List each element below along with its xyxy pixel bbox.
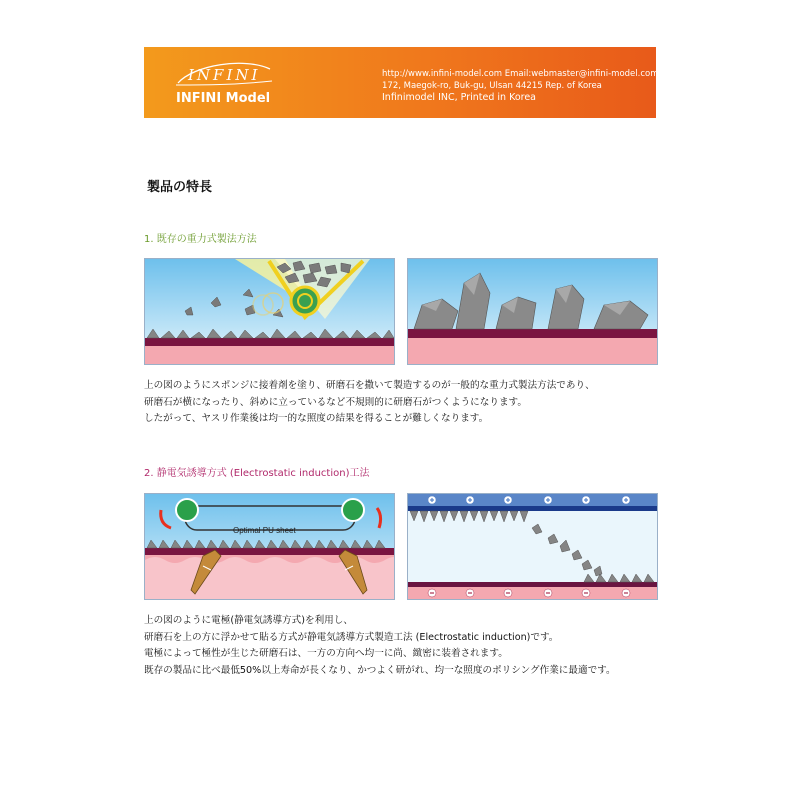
section2-text-line: 電極によって極性が生じた研磨石は、一方の方向へ均一に尚、緻密に装着されます。 [144, 648, 508, 659]
section1-text-line: 研磨石が横になったり、斜めに立っているなど不規則的に研磨石がつくようになります。 [144, 396, 527, 408]
gravity-result-illustration [407, 258, 658, 365]
logo-name: INFINI Model [176, 91, 271, 106]
section2-text-line: 上の図のように電極(静電気誘導方式)を利用し、 [144, 615, 353, 626]
section1-description [144, 378, 595, 428]
page-title: 製品の特長 [147, 180, 213, 195]
infini-logo-icon [174, 55, 274, 91]
electrostatic-method-illustration [144, 493, 395, 600]
section2-text-line: 既存の製品に比べ最低50%以上寿命が長くなり、かつよく研がれ、均一な照度のポリシング作業に最適です。 [144, 664, 616, 676]
contact-line-web: http://www.infini-model.com Email:webmaster@infini-model.com [382, 69, 659, 79]
section2-description [144, 613, 616, 679]
logo-script-text: INFINI [188, 66, 261, 84]
section1-text-line: したがって、ヤスリ作業後は均一的な照度の結果を得ることが難しくなります。 [144, 413, 489, 424]
contact-info [382, 69, 659, 104]
section1-text-line: 上の図のようにスポンジに接着剤を塗り、研磨石を撒いて製造するのが一般的な重力式製法方法であり、 [144, 380, 595, 391]
section1-title: 1. 既存の重力式製法方法 [144, 234, 257, 245]
section2-text-line: 研磨石を上の方に浮かせて貼る方式が静電気誘導方式製造工法 (Electrostatic induction)です。 [144, 631, 559, 643]
sheet-label: Optimal PU sheet [233, 526, 296, 535]
electrostatic-result-illustration [407, 493, 658, 600]
section2-title: 2. 静電気誘導方式 (Electrostatic induction)工法 [144, 468, 370, 479]
gravity-method-illustration [144, 258, 395, 365]
contact-line-address: 172, Maegok-ro, Buk-gu, Ulsan 44215 Rep. of Korea [382, 80, 602, 91]
contact-line-company: Infinimodel INC, Printed in Korea [382, 92, 537, 103]
header-banner [144, 47, 659, 118]
